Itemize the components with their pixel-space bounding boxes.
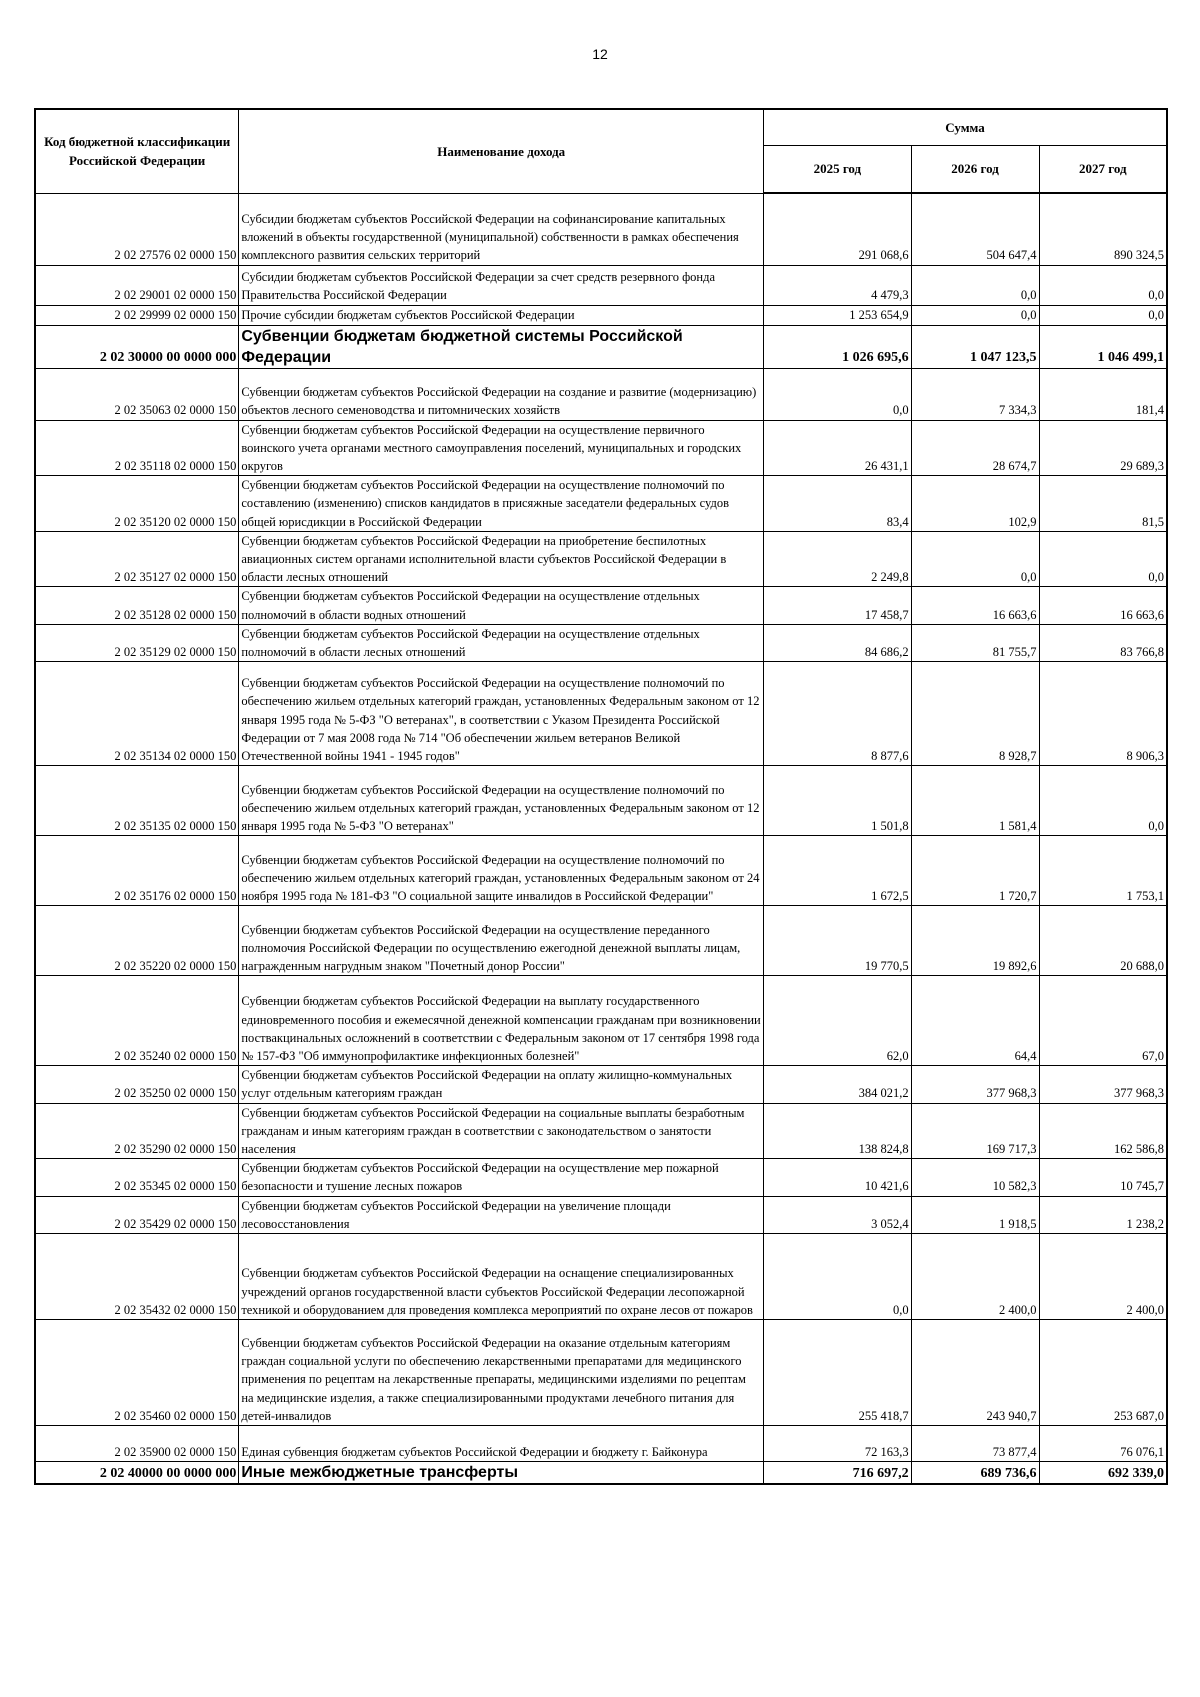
row-code: 2 02 35345 02 0000 150 bbox=[35, 1159, 239, 1196]
row-value-2027: 1 238,2 bbox=[1039, 1196, 1167, 1233]
row-value-2026: 1 720,7 bbox=[911, 836, 1039, 906]
row-value-2026: 0,0 bbox=[911, 265, 1039, 305]
row-value-2026: 64,4 bbox=[911, 976, 1039, 1066]
row-value-2026: 7 334,3 bbox=[911, 368, 1039, 420]
row-name: Субвенции бюджетам субъектов Российской Федерации на осуществление полномочий по составлению (изменению) списков кандидатов в присяжные заседатели федеральных судов общей юрисдикции в Российской Федерации bbox=[239, 476, 764, 532]
row-name: Субвенции бюджетам субъектов Российской Федерации на осуществление первичного воинского учета органами местного самоуправления поселений, муниципальных и городских округов bbox=[239, 420, 764, 476]
row-value-2026: 0,0 bbox=[911, 305, 1039, 325]
row-value-2025: 1 026 695,6 bbox=[764, 325, 911, 368]
row-value-2027: 10 745,7 bbox=[1039, 1159, 1167, 1196]
row-value-2027: 181,4 bbox=[1039, 368, 1167, 420]
row-code: 2 02 35127 02 0000 150 bbox=[35, 531, 239, 587]
table-row bbox=[35, 836, 1167, 906]
row-name: Субвенции бюджетам субъектов Российской Федерации на осуществление переданного полномочия Российской Федерации по осуществлению ежегодной денежной выплаты лицам, награжденным нагрудным знаком "Почетный донор России" bbox=[239, 906, 764, 976]
row-value-2026: 377 968,3 bbox=[911, 1066, 1039, 1103]
header-year-2025: 2025 год bbox=[764, 145, 911, 193]
row-value-2027: 76 076,1 bbox=[1039, 1425, 1167, 1461]
row-value-2026: 1 047 123,5 bbox=[911, 325, 1039, 368]
row-value-2026: 689 736,6 bbox=[911, 1461, 1039, 1484]
row-value-2027: 1 046 499,1 bbox=[1039, 325, 1167, 368]
row-name: Субвенции бюджетам субъектов Российской Федерации на осуществление отдельных полномочий в области лесных отношений bbox=[239, 624, 764, 661]
row-value-2026: 8 928,7 bbox=[911, 662, 1039, 766]
row-name: Субвенции бюджетам субъектов Российской Федерации на увеличение площади лесовосстановления bbox=[239, 1196, 764, 1233]
row-name: Субвенции бюджетам субъектов Российской Федерации на приобретение беспилотных авиационных систем органами исполнительной власти субъектов Российской Федерации в области лесных отношений bbox=[239, 531, 764, 587]
row-code: 2 02 27576 02 0000 150 bbox=[35, 193, 239, 265]
row-code: 2 02 35900 02 0000 150 bbox=[35, 1425, 239, 1461]
row-value-2026: 81 755,7 bbox=[911, 624, 1039, 661]
row-code: 2 02 35429 02 0000 150 bbox=[35, 1196, 239, 1233]
budget-table bbox=[34, 108, 1168, 1485]
row-value-2025: 26 431,1 bbox=[764, 420, 911, 476]
row-value-2025: 1 253 654,9 bbox=[764, 305, 911, 325]
row-value-2025: 384 021,2 bbox=[764, 1066, 911, 1103]
row-value-2025: 0,0 bbox=[764, 368, 911, 420]
row-value-2026: 73 877,4 bbox=[911, 1425, 1039, 1461]
row-code: 2 02 35290 02 0000 150 bbox=[35, 1103, 239, 1159]
row-value-2026: 169 717,3 bbox=[911, 1103, 1039, 1159]
row-value-2026: 19 892,6 bbox=[911, 906, 1039, 976]
row-value-2027: 0,0 bbox=[1039, 265, 1167, 305]
header-year-2027: 2027 год bbox=[1039, 145, 1167, 193]
page-number: 12 bbox=[592, 46, 608, 62]
row-code: 2 02 29999 02 0000 150 bbox=[35, 305, 239, 325]
row-value-2025: 17 458,7 bbox=[764, 587, 911, 624]
table-row bbox=[35, 1066, 1167, 1103]
row-value-2027: 67,0 bbox=[1039, 976, 1167, 1066]
table-row bbox=[35, 624, 1167, 661]
row-value-2025: 1 501,8 bbox=[764, 766, 911, 836]
row-code: 2 02 35063 02 0000 150 bbox=[35, 368, 239, 420]
table-row bbox=[35, 1103, 1167, 1159]
row-code: 2 02 35118 02 0000 150 bbox=[35, 420, 239, 476]
header-year-2026: 2026 год bbox=[911, 145, 1039, 193]
row-value-2025: 83,4 bbox=[764, 476, 911, 532]
row-name: Субвенции бюджетам субъектов Российской Федерации на оплату жилищно-коммунальных услуг отдельным категориям граждан bbox=[239, 1066, 764, 1103]
row-value-2025: 138 824,8 bbox=[764, 1103, 911, 1159]
row-name: Субвенции бюджетам субъектов Российской Федерации на осуществление отдельных полномочий в области водных отношений bbox=[239, 587, 764, 624]
row-name: Субвенции бюджетам субъектов Российской Федерации на создание и развитие (модернизацию) объектов лесного семеноводства и питомнических хозяйств bbox=[239, 368, 764, 420]
table-row bbox=[35, 1461, 1167, 1484]
row-value-2027: 1 753,1 bbox=[1039, 836, 1167, 906]
row-code: 2 02 35129 02 0000 150 bbox=[35, 624, 239, 661]
row-value-2025: 84 686,2 bbox=[764, 624, 911, 661]
row-value-2027: 0,0 bbox=[1039, 305, 1167, 325]
table-row bbox=[35, 587, 1167, 624]
row-code: 2 02 35220 02 0000 150 bbox=[35, 906, 239, 976]
table-row bbox=[35, 1159, 1167, 1196]
row-value-2027: 253 687,0 bbox=[1039, 1319, 1167, 1425]
row-value-2027: 29 689,3 bbox=[1039, 420, 1167, 476]
row-value-2027: 890 324,5 bbox=[1039, 193, 1167, 265]
row-value-2026: 102,9 bbox=[911, 476, 1039, 532]
row-value-2025: 291 068,6 bbox=[764, 193, 911, 265]
row-code: 2 02 35176 02 0000 150 bbox=[35, 836, 239, 906]
table-row bbox=[35, 531, 1167, 587]
row-name: Субвенции бюджетам субъектов Российской Федерации на оснащение специализированных учреждений органов государственной власти субъектов Российской Федерации лесопожарной техникой и оборудованием для проведения комплекса мероприятий по охране лесов от пожаров bbox=[239, 1233, 764, 1319]
header-code: Код бюджетной классификации Российской Федерации bbox=[35, 109, 239, 193]
row-name: Единая субвенция бюджетам субъектов Российской Федерации и бюджету г. Байконура bbox=[239, 1425, 764, 1461]
row-name: Субвенции бюджетам бюджетной системы Российской Федерации bbox=[239, 325, 764, 368]
row-value-2025: 1 672,5 bbox=[764, 836, 911, 906]
table-row bbox=[35, 476, 1167, 532]
row-value-2025: 3 052,4 bbox=[764, 1196, 911, 1233]
table-row bbox=[35, 976, 1167, 1066]
row-code: 2 02 35460 02 0000 150 bbox=[35, 1319, 239, 1425]
row-value-2026: 16 663,6 bbox=[911, 587, 1039, 624]
row-value-2026: 243 940,7 bbox=[911, 1319, 1039, 1425]
row-code: 2 02 35120 02 0000 150 bbox=[35, 476, 239, 532]
table-row bbox=[35, 1319, 1167, 1425]
row-name: Субвенции бюджетам субъектов Российской Федерации на выплату государственного единовременного пособия и ежемесячной денежной компенсации гражданам при возникновении поствакцинальных осложнений в соответствии с Федеральным законом от 17 сентября 1998 года № 157-ФЗ "Об иммунопрофилактике инфекционных болезней" bbox=[239, 976, 764, 1066]
table-body bbox=[35, 193, 1167, 1484]
row-name: Субвенции бюджетам субъектов Российской Федерации на оказание отдельным категориям граждан социальной услуги по обеспечению лекарственными препаратами для медицинского применения по рецептам на лекарственные препараты, медицинскими изделиями по рецептам на медицинские изделия, а также специализированными продуктами лечебного питания для детей-инвалидов bbox=[239, 1319, 764, 1425]
row-value-2027: 377 968,3 bbox=[1039, 1066, 1167, 1103]
row-name: Субсидии бюджетам субъектов Российской Федерации за счет средств резервного фонда Правительства Российской Федерации bbox=[239, 265, 764, 305]
row-value-2025: 62,0 bbox=[764, 976, 911, 1066]
row-code: 2 02 35134 02 0000 150 bbox=[35, 662, 239, 766]
row-value-2027: 0,0 bbox=[1039, 766, 1167, 836]
header-name: Наименование дохода bbox=[239, 109, 764, 193]
row-name: Иные межбюджетные трансферты bbox=[239, 1461, 764, 1484]
row-value-2025: 0,0 bbox=[764, 1233, 911, 1319]
table-row bbox=[35, 1425, 1167, 1461]
table-row bbox=[35, 368, 1167, 420]
row-value-2026: 28 674,7 bbox=[911, 420, 1039, 476]
row-value-2027: 8 906,3 bbox=[1039, 662, 1167, 766]
header-sum: Сумма bbox=[764, 109, 1167, 145]
row-value-2025: 255 418,7 bbox=[764, 1319, 911, 1425]
row-value-2027: 162 586,8 bbox=[1039, 1103, 1167, 1159]
row-value-2026: 504 647,4 bbox=[911, 193, 1039, 265]
row-code: 2 02 35135 02 0000 150 bbox=[35, 766, 239, 836]
row-value-2026: 1 918,5 bbox=[911, 1196, 1039, 1233]
row-value-2025: 4 479,3 bbox=[764, 265, 911, 305]
row-value-2027: 83 766,8 bbox=[1039, 624, 1167, 661]
row-name: Субвенции бюджетам субъектов Российской Федерации на социальные выплаты безработным гражданам и иным категориям граждан в соответствии с законодательством о занятости населения bbox=[239, 1103, 764, 1159]
row-name: Субвенции бюджетам субъектов Российской Федерации на осуществление мер пожарной безопасности и тушение лесных пожаров bbox=[239, 1159, 764, 1196]
table-row bbox=[35, 1196, 1167, 1233]
row-value-2025: 2 249,8 bbox=[764, 531, 911, 587]
row-value-2025: 8 877,6 bbox=[764, 662, 911, 766]
row-name: Субвенции бюджетам субъектов Российской Федерации на осуществление полномочий по обеспечению жильем отдельных категорий граждан, установленных Федеральным законом от 12 января 1995 года № 5-ФЗ "О ветеранах", в соответствии с Указом Президента Российской Федерации от 7 мая 2008 года № 714 "Об обеспечении жильем ветеранов Великой Отечественной войны 1941 - 1945 годов" bbox=[239, 662, 764, 766]
row-code: 2 02 40000 00 0000 000 bbox=[35, 1461, 239, 1484]
row-value-2027: 0,0 bbox=[1039, 531, 1167, 587]
table-row bbox=[35, 1233, 1167, 1319]
row-code: 2 02 35128 02 0000 150 bbox=[35, 587, 239, 624]
table-row bbox=[35, 420, 1167, 476]
table-row bbox=[35, 906, 1167, 976]
table-row bbox=[35, 305, 1167, 325]
row-value-2025: 716 697,2 bbox=[764, 1461, 911, 1484]
row-code: 2 02 30000 00 0000 000 bbox=[35, 325, 239, 368]
table-row bbox=[35, 766, 1167, 836]
table-row bbox=[35, 325, 1167, 368]
row-code: 2 02 29001 02 0000 150 bbox=[35, 265, 239, 305]
table-row bbox=[35, 265, 1167, 305]
row-value-2027: 2 400,0 bbox=[1039, 1233, 1167, 1319]
row-value-2026: 1 581,4 bbox=[911, 766, 1039, 836]
row-name: Прочие субсидии бюджетам субъектов Российской Федерации bbox=[239, 305, 764, 325]
row-value-2026: 2 400,0 bbox=[911, 1233, 1039, 1319]
row-value-2027: 16 663,6 bbox=[1039, 587, 1167, 624]
row-value-2025: 19 770,5 bbox=[764, 906, 911, 976]
row-value-2027: 692 339,0 bbox=[1039, 1461, 1167, 1484]
table-header bbox=[35, 109, 1167, 193]
row-name: Субвенции бюджетам субъектов Российской Федерации на осуществление полномочий по обеспечению жильем отдельных категорий граждан, установленных Федеральным законом от 24 ноября 1995 года № 181-ФЗ "О социальной защите инвалидов в Российской Федерации" bbox=[239, 836, 764, 906]
table-row bbox=[35, 662, 1167, 766]
row-value-2027: 81,5 bbox=[1039, 476, 1167, 532]
row-name: Субвенции бюджетам субъектов Российской Федерации на осуществление полномочий по обеспечению жильем отдельных категорий граждан, установленных Федеральным законом от 12 января 1995 года № 5-ФЗ "О ветеранах" bbox=[239, 766, 764, 836]
row-value-2025: 72 163,3 bbox=[764, 1425, 911, 1461]
row-code: 2 02 35432 02 0000 150 bbox=[35, 1233, 239, 1319]
row-value-2026: 10 582,3 bbox=[911, 1159, 1039, 1196]
table-row bbox=[35, 193, 1167, 265]
row-code: 2 02 35250 02 0000 150 bbox=[35, 1066, 239, 1103]
row-name: Субсидии бюджетам субъектов Российской Федерации на софинансирование капитальных вложений в объекты государственной (муниципальной) собственности в рамках обеспечения комплексного развития сельских территорий bbox=[239, 193, 764, 265]
row-value-2025: 10 421,6 bbox=[764, 1159, 911, 1196]
row-value-2027: 20 688,0 bbox=[1039, 906, 1167, 976]
row-value-2026: 0,0 bbox=[911, 531, 1039, 587]
row-code: 2 02 35240 02 0000 150 bbox=[35, 976, 239, 1066]
